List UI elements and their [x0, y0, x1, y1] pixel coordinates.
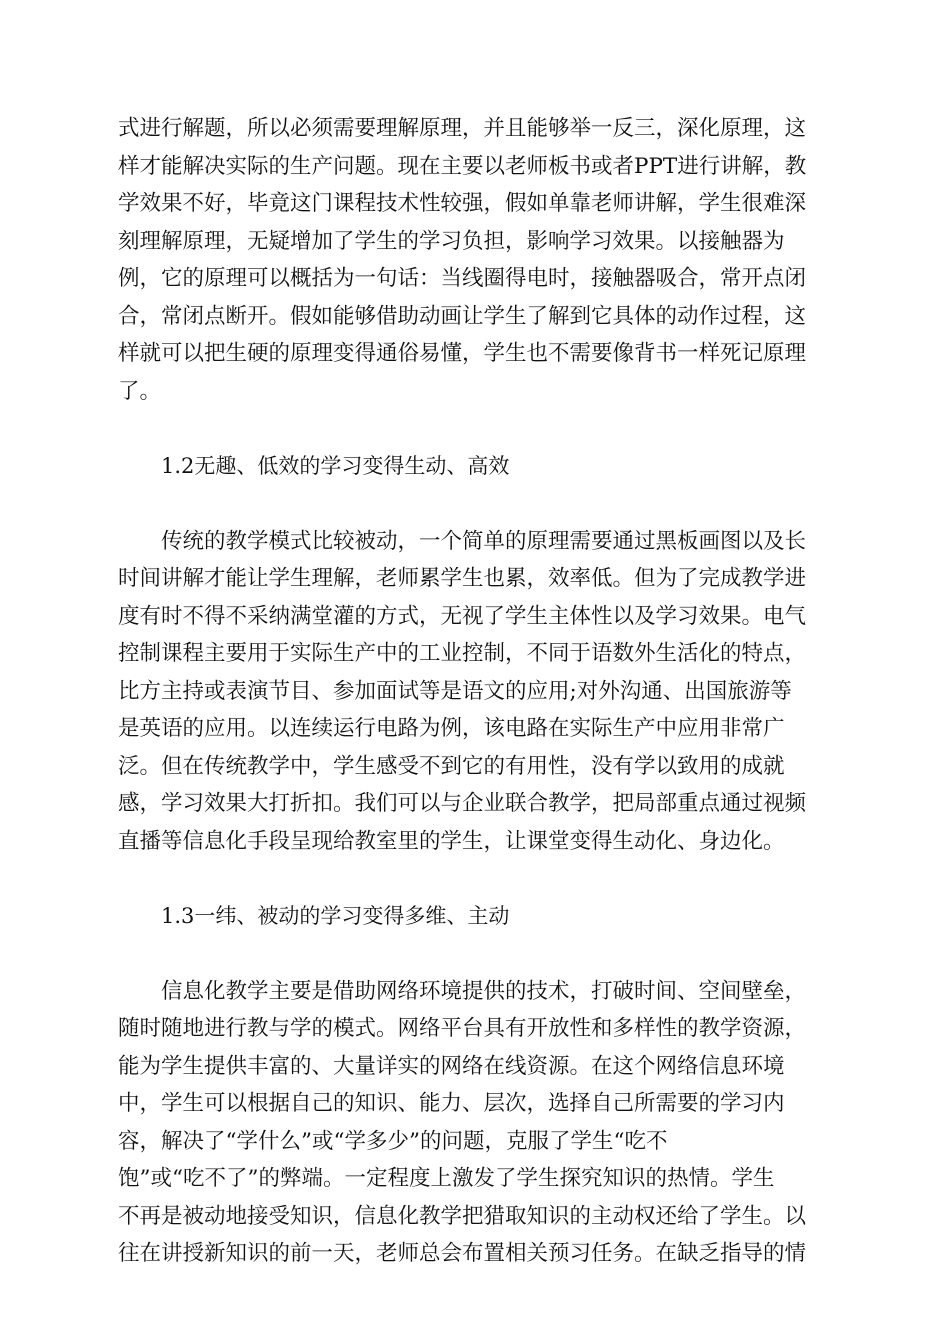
paragraph-3 — [118, 973, 832, 1273]
text-line: 不再是被动地接受知识，信息化教学把猎取知识的主动权还给了学生。以 — [118, 1203, 807, 1229]
paragraph-gap — [118, 935, 832, 973]
text-line: 是英语的应用。以连续运行电路为例，该电路在实际生产中应用非常广 — [118, 716, 785, 741]
text-line: 了。 — [118, 378, 162, 404]
paragraph-2 — [118, 523, 832, 861]
text-line: 合，常闭点断开。假如能够借助动画让学生了解到它具体的动作过程，这 — [118, 303, 807, 329]
paragraph-1 — [118, 110, 832, 410]
text-line: 饱”或“吃不了”的弊端。一定程度上激发了学生探究知识的热情。学生 — [118, 1166, 775, 1191]
text-line: 样才能解决实际的生产问题。现在主要以老师板书或者PPT进行讲解，教 — [118, 153, 807, 179]
paragraph-gap — [118, 485, 832, 523]
text-line: 往在讲授新知识的前一天，老师总会布置相关预习任务。在缺乏指导的情 — [118, 1241, 807, 1266]
text-line: 感，学习效果大打折扣。我们可以与企业联合教学，把局部重点通过视频 — [118, 791, 807, 816]
section-heading-1-3: 1.3一纬、被动的学习变得多维、主动 — [161, 903, 510, 928]
text-line: 比方主持或表演节目、参加面试等是语文的应用;对外沟通、出国旅游等 — [118, 678, 792, 704]
document-page — [118, 110, 832, 1273]
text-line: 时间讲解才能让学生理解，老师累学生也累，效率低。但为了完成教学进 — [118, 566, 807, 591]
text-line: 能为学生提供丰富的、大量详实的网络在线资源。在这个网络信息环境 — [118, 1053, 785, 1079]
text-line: 直播等信息化手段呈现给教室里的学生，让课堂变得生动化、身边化。 — [118, 828, 785, 854]
text-line: 式进行解题，所以必须需要理解原理，并且能够举一反三，深化原理，这 — [118, 116, 807, 141]
paragraph-gap — [118, 410, 832, 448]
text-line: 例，它的原理可以概括为一句话：当线圈得电时，接触器吸合，常开点闭 — [118, 266, 807, 291]
text-line: 随时随地进行教与学的模式。网络平台具有开放性和多样性的教学资源， — [118, 1016, 807, 1041]
paragraph-gap — [118, 860, 832, 898]
text-line: 度有时不得不采纳满堂灌的方式，无视了学生主体性以及学习效果。电气 — [118, 603, 807, 629]
text-line: 中，学生可以根据自己的知识、能力、层次，选择自己所需要的学习内 — [118, 1091, 785, 1116]
text-line: 信息化教学主要是借助网络环境提供的技术，打破时间、空间壁垒， — [161, 978, 807, 1004]
text-line: 传统的教学模式比较被动，一个简单的原理需要通过黑板画图以及长 — [161, 528, 807, 554]
text-line: 刻理解原理，无疑增加了学生的学习负担，影响学习效果。以接触器为 — [118, 228, 785, 254]
text-line: 样就可以把生硬的原理变得通俗易懂，学生也不需要像背书一样死记原理 — [118, 341, 807, 366]
text-line: 泛。但在传统教学中，学生感受不到它的有用性，没有学以致用的成就 — [118, 753, 785, 779]
text-line: 学效果不好，毕竟这门课程技术性较强，假如单靠老师讲解，学生很难深 — [118, 191, 807, 216]
section-heading-1-2: 1.2无趣、低效的学习变得生动、高效 — [161, 453, 510, 478]
text-line: 容，解决了“学什么”或“学多少”的问题，克服了学生“吃不 — [118, 1128, 668, 1154]
text-line: 控制课程主要用于实际生产中的工业控制，不同于语数外生活化的特点， — [118, 641, 807, 666]
